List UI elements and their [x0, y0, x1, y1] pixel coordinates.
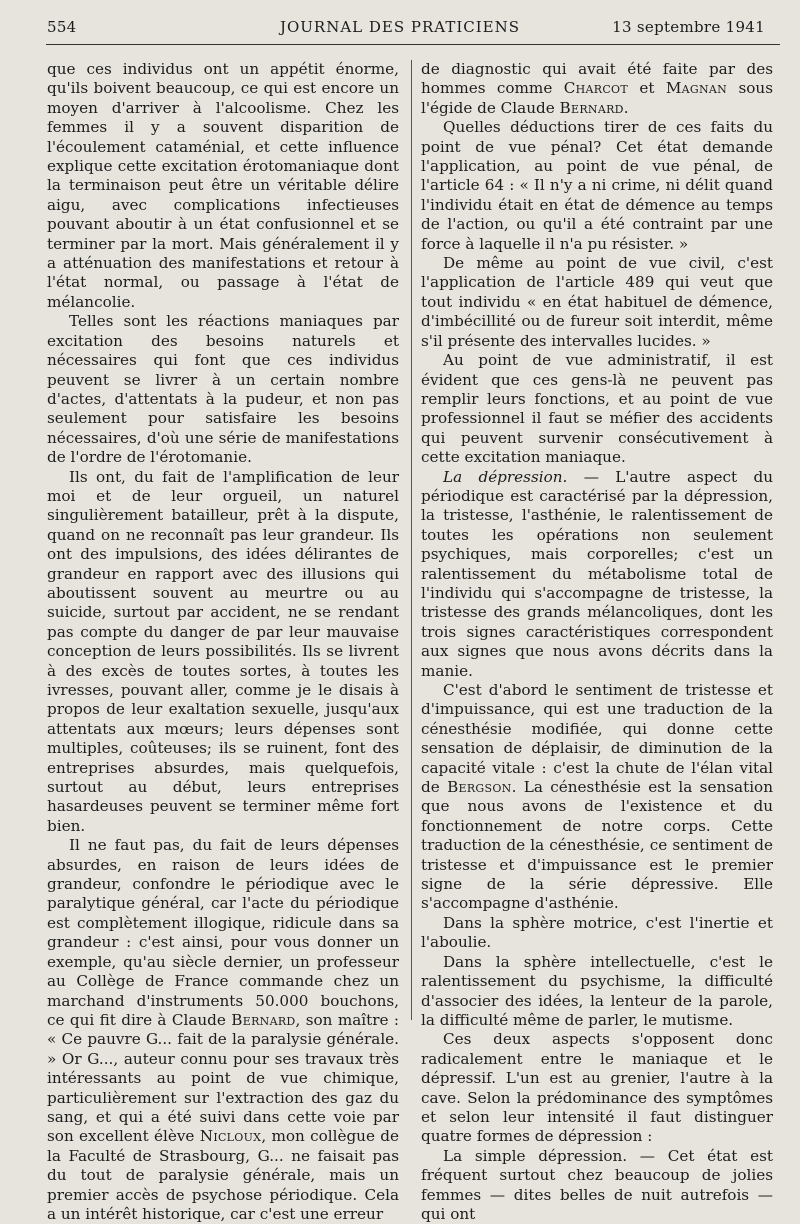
text-run: C'est d'abord le sentiment de tristesse et d'impuissance, qui est une traduction de la cénesthésie modifiée, qui donne cette sensation de déplaisir, de diminution de la capacité vitale : c'est la chute de l'élan vital de [421, 681, 773, 797]
text-run: et [628, 79, 666, 98]
page-header [0, 18, 800, 42]
paragraph: Au point de vue administratif, il est évident que ces gens-là ne peuvent pas remplir leurs fonctions, et au point de vue professionnel il faut se méfier des accidents qui peuvent survenir consécutivement à cette excitation maniaque. [421, 351, 773, 467]
text-run: — L'autre aspect du périodique est caractérisé par la dépression, la tristesse, l'asthénie, le ralentissement de toutes les opérations non seulement psychiques, mais corporelles; c'est un ralentissement du métabolisme total de l'individu qui s'accompagne de tristesse, la tristesse des grands mélancoliques, dont les trois signes caractéristiques correspondent aux signes que nous avons décrits dans la manie. [421, 467, 773, 680]
author-name: Magnan [665, 79, 728, 98]
text-run: , son maître : « Ce pauvre G... fait de la paralysie générale. » Or G..., auteur connu pour ses travaux très intéressants au point de vue chimique, particulièrement sur l'extraction des gaz du sang, et qui a été suivi dans cette voie par son excellent élève [47, 1010, 399, 1146]
text-run: sous l'égide de Claude [421, 79, 773, 117]
paragraph: Dans la sphère intellectuelle, c'est le ralentissement du psychisme, la difficulté d'associer des idées, la lenteur de la parole, la difficulté même de parler, le mutisme. [421, 952, 773, 1029]
text-run: , mon collègue de la Faculté de Strasbourg, G... ne faisait pas du tout de paralysie générale, mais un premier accès de psychose périodique. Cela a un intérêt historique, car c'est une erreur [47, 1127, 399, 1223]
paragraph: La simple dépression. — Cet état est fréquent surtout chez beaucoup de jolies femmes — dites belles de nuit autrefois — qui ont [421, 1146, 773, 1223]
paragraph: Quelles déductions tirer de ces faits du point de vue pénal? Cet état demande l'application, au point de vue pénal, de l'article 64 : « Il n'y a ni crime, ni délit quand l'individu était en état de démence au temps de l'action, ou qu'il a été contraint par une force à laquelle il n'a pu résister. » [421, 118, 773, 253]
right-column [421, 60, 773, 1224]
author-name: Bernard [231, 1010, 296, 1029]
journal-title: JOURNAL DES PRATICIENS [279, 18, 521, 36]
text-run: Il ne faut pas, du fait de leurs dépenses absurdes, en raison de leurs idées de grandeur, confondre le périodique avec le paralytique général, car l'acte du périodique est complètement illogique, ridicule dans sa grandeur : c'est ainsi, pour vous donner un exemple, qu'au siècle dernier, un professeur au Collège de France commande chez un marchand d'instruments 50.000 bouchons, ce qui fit dire à Claude [47, 836, 399, 1029]
column-divider [411, 60, 412, 1020]
text-run: . La cénesthésie est la sensation que nous avons de l'existence et du fonctionnement de notre corps. Cette traduction de la cénesthésie, ce sentiment de tristesse et d'impuissance est le premier signe de la série dépressive. Elle s'accompagne d'asthénie. [421, 778, 773, 913]
author-name: Bernard [559, 98, 624, 117]
paragraph: Ces deux aspects s'opposent donc radicalement entre le maniaque et le dépressif. L'un est au grenier, l'autre à la cave. Selon la prédominance des symptômes et selon leur intensité il faut distinguer quatre formes de dépression : [421, 1030, 773, 1146]
author-name: Charcot [563, 79, 628, 98]
paragraph [421, 681, 773, 914]
left-column [47, 60, 399, 1224]
page-number: 554 [47, 18, 77, 36]
paragraph: que ces individus ont un appétit énorme, qu'ils boivent beaucoup, ce qui est encore un moyen d'arriver à l'alcoolisme. Chez les femmes il y a souvent disparition de l'écoulement cataménial, et cette influence explique cette excitation érotomaniaque dont la terminaison peut être un véritable délire aigu, avec complications infectieuses pouvant aboutir à un état confusionnel et se terminer par la mort. Mais généralement il y a atténuation des manifestations et retour à l'état normal, ou passage à l'état de mélancolie. [47, 60, 399, 311]
paragraph: Dans la sphère motrice, c'est l'inertie et l'aboulie. [421, 913, 773, 952]
text-run: . [623, 98, 629, 117]
paragraph: De même au point de vue civil, c'est l'application de l'article 489 qui veut que tout individu « en état habituel de démence, d'imbécillité ou de fureur soit interdit, même s'il présente des intervalles lucides. » [421, 254, 773, 350]
header-rule [46, 44, 780, 45]
paragraph: Ils ont, du fait de l'amplification de leur moi et de leur orgueil, un naturel singulièrement batailleur, prêt à la dispute, quand on ne reconnaît pas leur grandeur. Ils ont des impulsions, des idées délirantes de grandeur en rapport avec des illusions qui aboutissent souvent au meurtre ou au suicide, surtout par accident, ne se rendant pas compte du danger de par leur mauvaise conception de leurs possibilités. Ils se livrent à des excès de toutes sortes, à toutes les ivresses, pouvant aller, comme je le disais à propos de leur exaltation sexuelle, jusqu'aux attentats aux mœurs; leurs dépenses sont multiples, coûteuses; ils se ruinent, font des entreprises absurdes, mais quelquefois, surtout au début, leurs entreprises hasardeuses peuvent se terminer même fort bien. [47, 467, 399, 835]
paragraph: Telles sont les réactions maniaques par excitation des besoins naturels et nécessaires qui font que ces individus peuvent se livrer à un certain nombre d'actes, d'attentats à la pudeur, et non pas seulement pour satisfaire les besoins nécessaires, d'où une série de manifestations de l'ordre de l'érotomanie. [47, 312, 399, 467]
paragraph [421, 60, 773, 118]
author-name: Nicloux [199, 1127, 262, 1146]
issue-date: 13 septembre 1941 [612, 18, 765, 36]
author-name: Bergson [447, 778, 512, 797]
paragraph [421, 468, 773, 681]
paragraph [47, 836, 399, 1224]
section-title: La dépression. [443, 467, 568, 486]
text-run: de diagnostic qui avait été faite par des hommes comme [421, 60, 773, 98]
